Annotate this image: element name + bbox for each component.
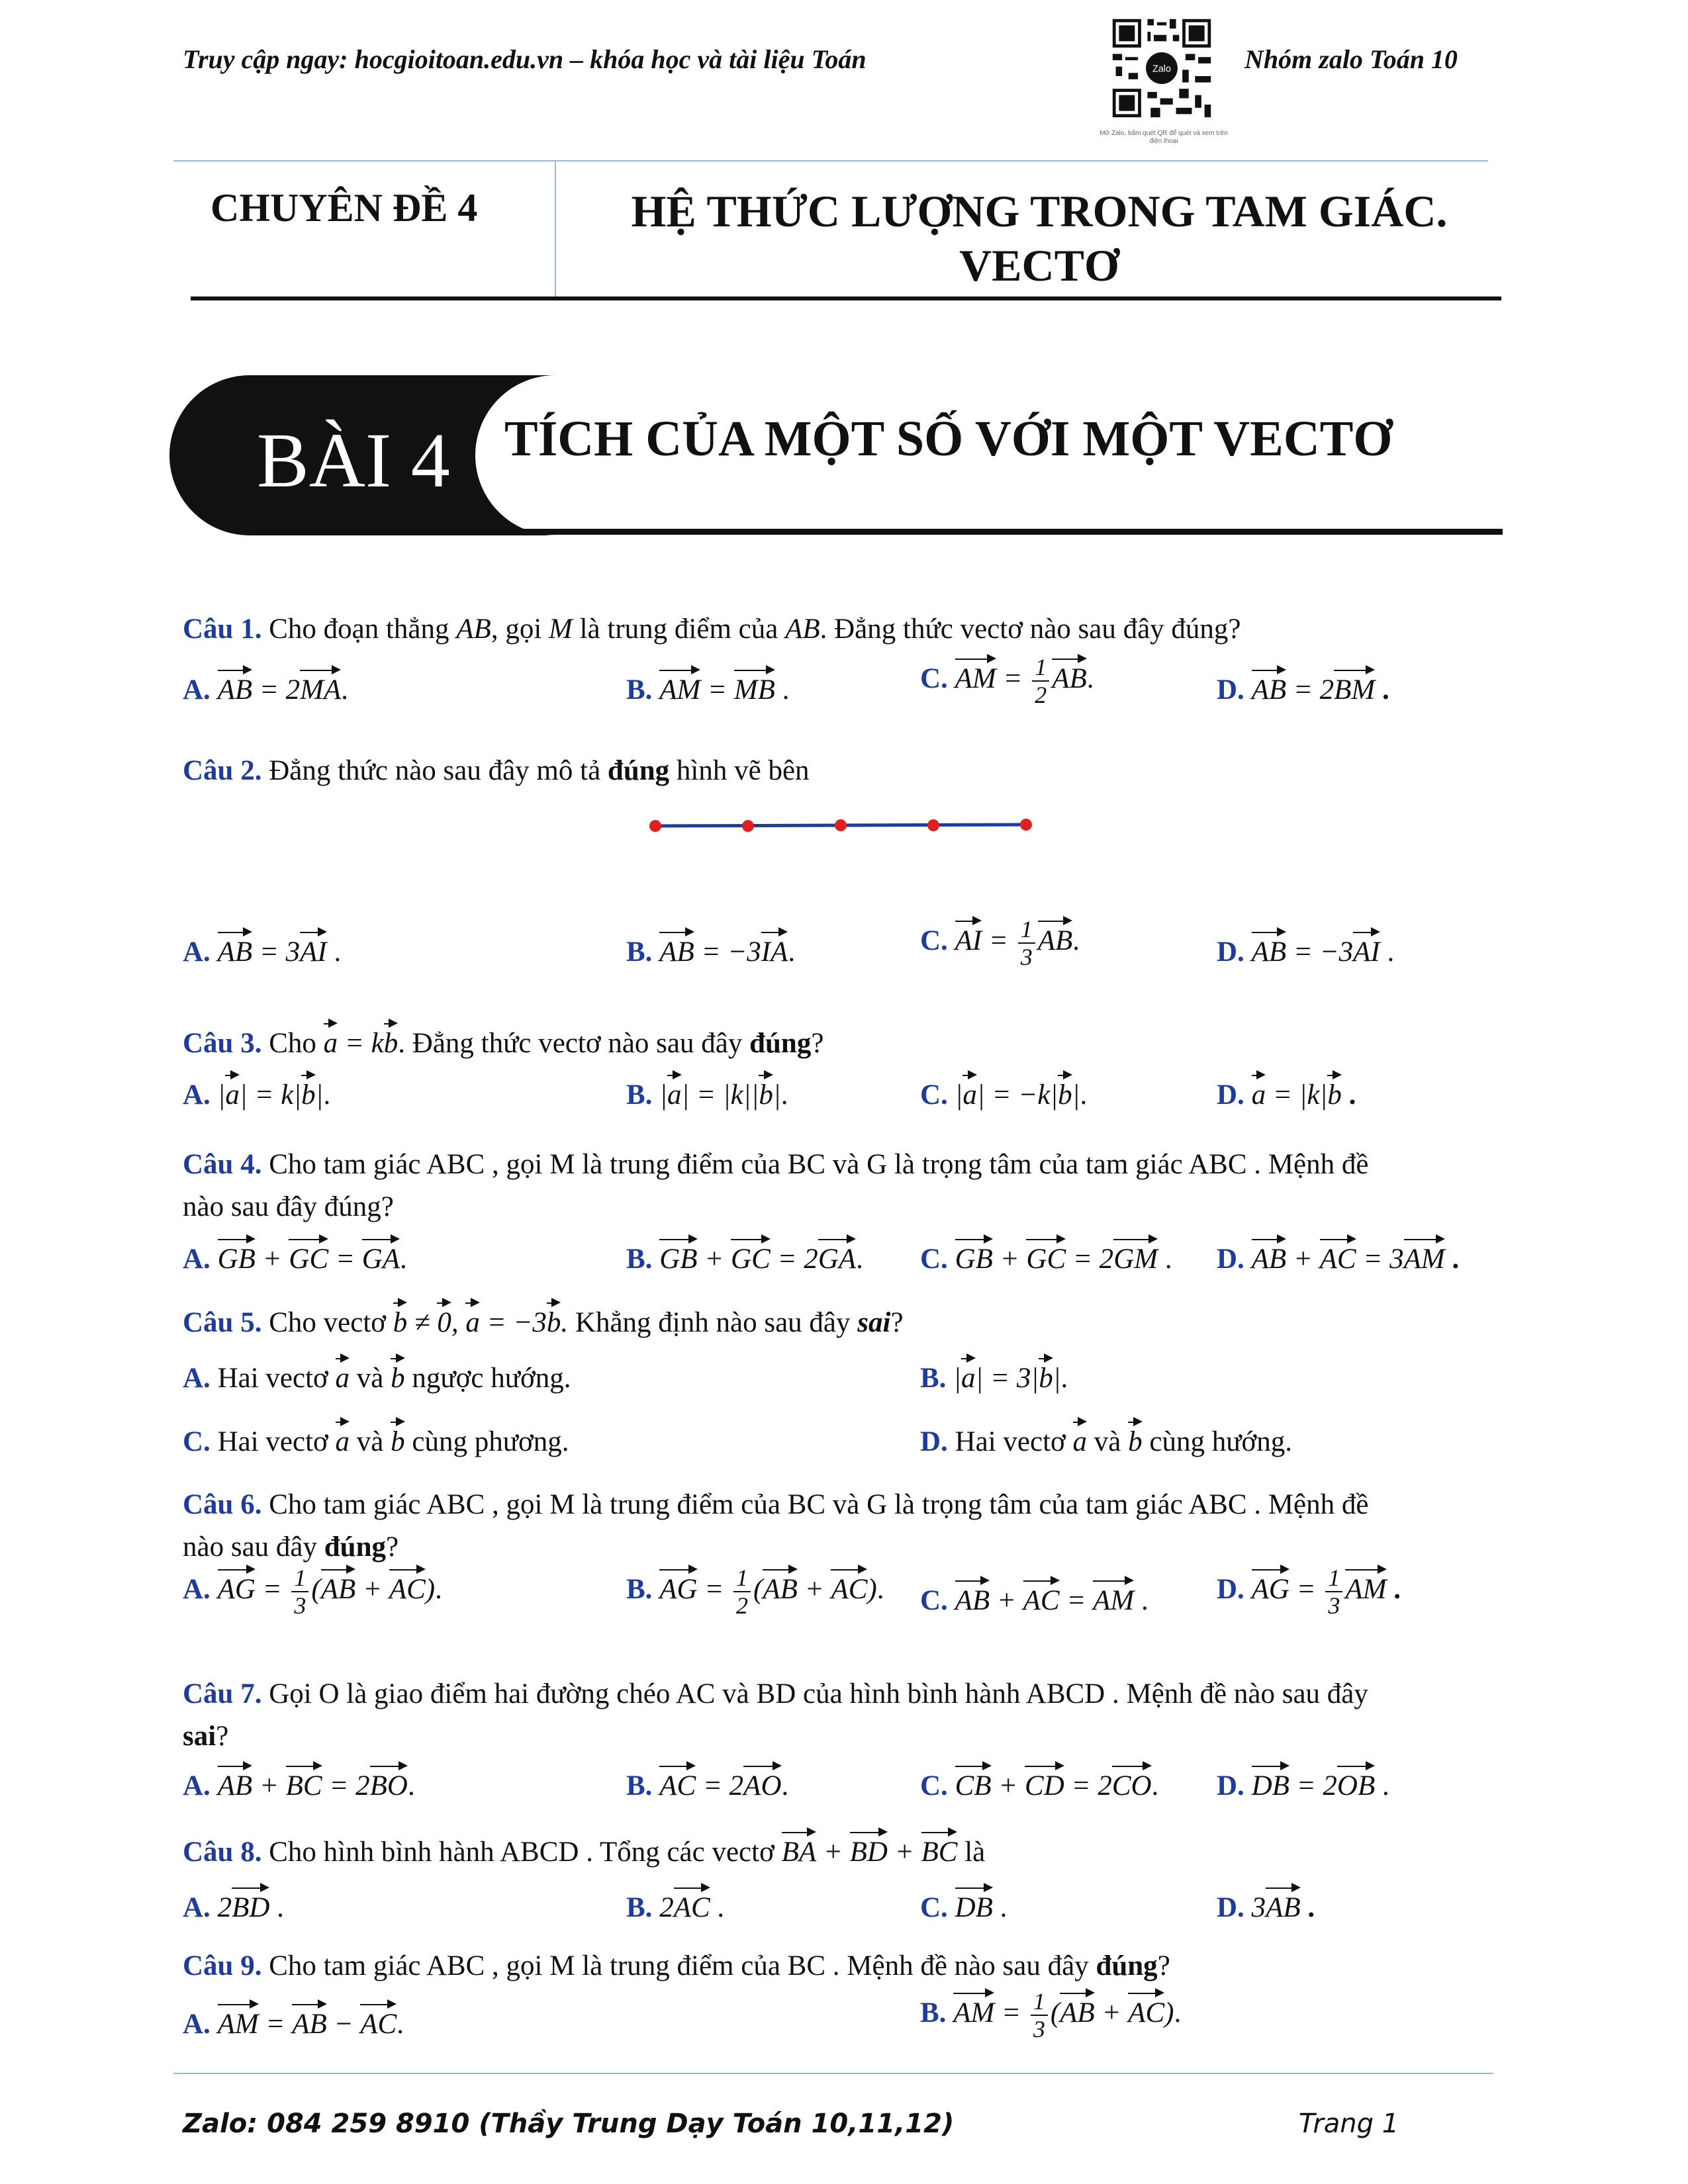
q3-option-d[interactable]: D. a = |k|b . — [1217, 1073, 1356, 1111]
chapter-label: CHUYÊN ĐỀ 4 — [211, 186, 478, 230]
question-8: Câu 8. Cho hình bình hành ABCD . Tổng các vectơ BA + BD + BC là — [183, 1831, 985, 1868]
segment-figure — [622, 805, 1059, 871]
footer-contact: Zalo: 084 259 8910 (Thầy Trung Dạy Toán 10,11,12) — [183, 2109, 955, 2139]
q5-option-a[interactable]: A. Hai vectơ a và b ngược hướng. — [183, 1357, 571, 1394]
point-i — [649, 820, 661, 832]
qr-caption: Mở Zalo, bấm quét QR để quét và xem trên điện thoại — [1100, 130, 1228, 145]
chapter-underline — [191, 296, 1501, 300]
header-site-text: Truy cập ngay: hocgioitoan.edu.vn – khóa học và tài liệu Toán — [183, 44, 867, 74]
chapter-divider — [555, 160, 556, 300]
q9-option-a[interactable]: A. AM = AB − AC. — [183, 2003, 404, 2040]
q4-option-b[interactable]: B. GB + GC = 2GA. — [626, 1238, 863, 1275]
question-number: Câu 1. — [183, 614, 262, 645]
q7-option-b[interactable]: B. AC = 2AO. — [626, 1764, 788, 1802]
q1-option-c[interactable]: C. AM = $\frac{1}{2}$ AB. — [920, 654, 1094, 708]
point-4 — [927, 819, 939, 831]
q1-option-a[interactable]: A. AB = 2MA. — [183, 668, 348, 706]
qr-code-icon[interactable] — [1109, 16, 1214, 120]
q1-option-b[interactable]: B. AM = MB . — [626, 668, 789, 706]
chapter-title-line1: HỆ THỨC LƯỢNG TRONG TAM GIÁC. — [631, 186, 1448, 236]
q7-option-d[interactable]: D. DB = 2OB . — [1217, 1764, 1389, 1802]
lesson-underline — [523, 529, 1503, 535]
q8-option-d[interactable]: D. 3AB . — [1217, 1886, 1315, 1924]
q8-option-a[interactable]: A. 2BD . — [183, 1886, 284, 1924]
chapter-title — [569, 184, 1509, 293]
qr-zalo-label: Zalo — [1152, 64, 1171, 75]
footer-divider — [173, 2073, 1493, 2074]
header-divider — [173, 160, 1488, 161]
lesson-number: BÀI 4 — [257, 417, 450, 504]
question-4: Câu 4. Cho tam giác ABC , gọi M là trung điểm của BC và G là trọng tâm của tam giác ABC . Mệnh đề nào sau đây đúng? — [183, 1149, 1369, 1222]
point-b — [1020, 819, 1032, 831]
question-5: Câu 5. Cho vectơ b ≠ 0, a = −3b. Khẳng định nào sau đây sai? — [183, 1301, 904, 1339]
q3-option-b[interactable]: B. |a| = |k||b|. — [626, 1073, 788, 1111]
q6-option-b[interactable]: B. AG = $\frac{1}{2}$ (AB + AC). — [626, 1565, 884, 1619]
q6-option-a[interactable]: A. AG = $\frac{1}{3}$ (AB + AC). — [183, 1565, 442, 1619]
q1-option-d[interactable]: D. AB = 2BM . — [1217, 668, 1389, 706]
point-a — [742, 820, 754, 832]
q9-option-b[interactable]: B. AM = $\frac{1}{3}$ (AB + AC). — [920, 1988, 1182, 2042]
page-number: Trang 1 — [1299, 2109, 1399, 2139]
q5-option-b[interactable]: B. |a| = 3|b|. — [920, 1357, 1068, 1394]
q8-option-b[interactable]: B. 2AC . — [626, 1886, 724, 1924]
q5-option-c[interactable]: C. Hai vectơ a và b cùng phương. — [183, 1420, 569, 1458]
point-mid — [835, 819, 847, 831]
q5-option-d[interactable]: D. Hai vectơ a và b cùng hướng. — [920, 1420, 1292, 1458]
q2-option-b[interactable]: B. AB = −3IA. — [626, 931, 795, 968]
chapter-title-line2: VECTƠ — [959, 240, 1119, 291]
q6-option-c[interactable]: C. AB + AC = AM . — [920, 1579, 1149, 1617]
question-7: Câu 7. Gọi O là giao điểm hai đường chéo AC và BD của hình bình hành ABCD . Mệnh đề nào sau đây sai? — [183, 1678, 1368, 1752]
question-6: Câu 6. Cho tam giác ABC , gọi M là trung điểm của BC và G là trọng tâm của tam giác ABC . Mệnh đề nào sau đây đúng? — [183, 1489, 1369, 1563]
q3-option-c[interactable]: C. |a| = −k|b|. — [920, 1073, 1087, 1111]
question-2: Câu 2. Đẳng thức nào sau đây mô tả đúng hình vẽ bên — [183, 755, 810, 786]
q4-option-d[interactable]: D. AB + AC = 3AM . — [1217, 1238, 1459, 1275]
q4-option-a[interactable]: A. GB + GC = GA. — [183, 1238, 407, 1275]
question-9: Câu 9. Cho tam giác ABC , gọi M là trung điểm của BC . Mệnh đề nào sau đây đúng? — [183, 1950, 1170, 1981]
q4-option-c[interactable]: C. GB + GC = 2GM . — [920, 1238, 1172, 1275]
lesson-title: TÍCH CỦA MỘT SỐ VỚI MỘT VECTƠ — [504, 411, 1393, 467]
q3-option-a[interactable]: A. |a| = k|b|. — [183, 1073, 330, 1111]
header-zalo-group-text: Nhóm zalo Toán 10 — [1244, 44, 1458, 74]
q8-option-c[interactable]: C. DB . — [920, 1886, 1007, 1924]
q2-option-a[interactable]: A. AB = 3AI . — [183, 931, 341, 968]
q2-option-d[interactable]: D. AB = −3AI . — [1217, 931, 1394, 968]
q6-option-d[interactable]: D. AG = $\frac{1}{3}$ AM . — [1217, 1565, 1401, 1619]
question-1: Câu 1. Cho đoạn thẳng AB, gọi M là trung điểm của AB. Đẳng thức vectơ nào sau đây đúng? — [183, 614, 1241, 645]
question-3: Câu 3. Cho a = kb. Đẳng thức vectơ nào sau đây đúng? — [183, 1022, 823, 1060]
q7-option-c[interactable]: C. CB + CD = 2CO. — [920, 1764, 1158, 1802]
q2-option-c[interactable]: C. AI = $\frac{1}{3}$ AB. — [920, 916, 1080, 970]
q7-option-a[interactable]: A. AB + BC = 2BO. — [183, 1764, 415, 1802]
